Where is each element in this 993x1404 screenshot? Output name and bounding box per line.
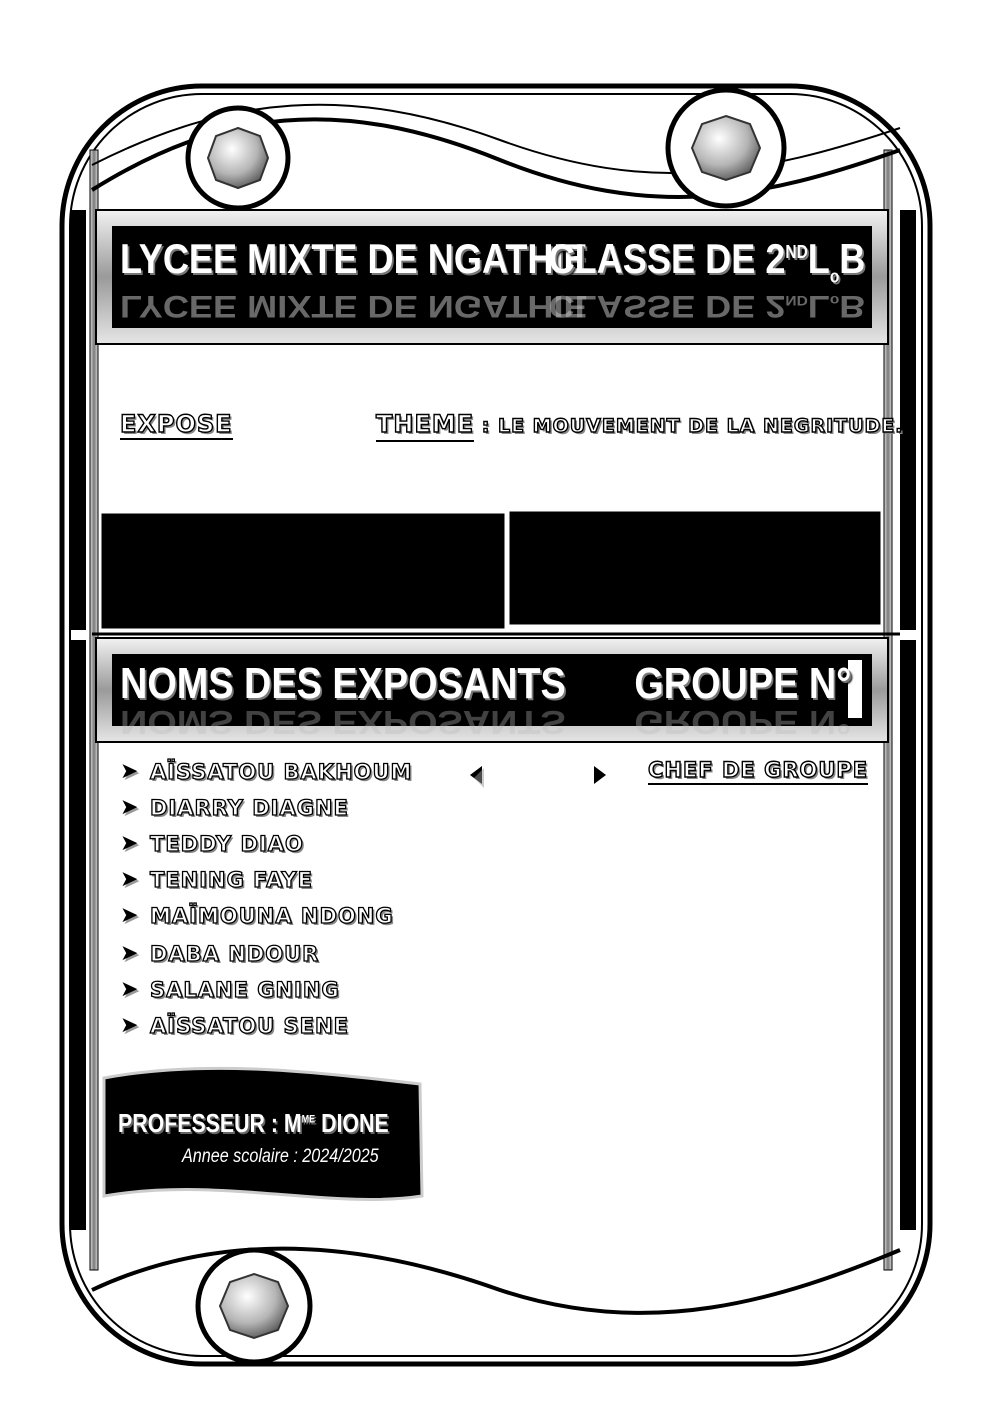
arrow-right-icon: ➤ (120, 1013, 139, 1038)
triangle-right-icon (594, 766, 606, 784)
names-title: NOMS DES EXPOSANTS (120, 659, 566, 708)
member-name: MAÏMOUNA NDONG (150, 904, 394, 928)
arrow-right-icon: ➤ (120, 903, 139, 928)
class-suffix-reflection: L (807, 289, 830, 325)
class-label (548, 235, 865, 287)
theme-label: THEME (376, 410, 474, 442)
class-text-reflection: CLASSE DE 2 (548, 289, 786, 325)
class-suffix: L (807, 235, 830, 282)
names-title-reflection: NOMS DES EXPOSANTS (120, 703, 566, 741)
list-item (120, 902, 394, 930)
class-sub: o (829, 266, 839, 287)
professor-prefix: PROFESSEUR : M (118, 1108, 302, 1138)
bolt-icon (668, 90, 784, 206)
list-item (120, 866, 313, 894)
professor-sup: ME (301, 1113, 316, 1126)
member-name: AÏSSATOU BAKHOUM (150, 760, 413, 784)
expose-label: EXPOSE (120, 410, 233, 438)
theme-line (376, 412, 904, 436)
class-end: B (838, 235, 865, 282)
arrow-right-icon: ➤ (120, 867, 139, 892)
group-title: GROUPE N° (634, 659, 851, 708)
member-name: AÏSSATOU SENE (150, 1014, 349, 1038)
list-item (120, 976, 340, 1004)
class-end-reflection: B (838, 289, 865, 325)
arrow-right-icon: ➤ (120, 795, 139, 820)
class-text: CLASSE DE 2 (548, 235, 786, 282)
class-sub-reflection: o (829, 292, 839, 308)
arrow-right-icon: ➤ (120, 831, 139, 856)
school-name: LYCEE MIXTE DE NGATHIE (120, 235, 588, 282)
bolt-icon (188, 108, 288, 208)
member-name: SALANE GNING (150, 978, 340, 1002)
arrow-right-icon: ➤ (120, 941, 139, 966)
theme-text: : LE MOUVEMENT DE LA NEGRITUDE. (474, 415, 904, 437)
class-label-reflection (548, 291, 865, 323)
professor-name: DIONE (315, 1108, 389, 1138)
list-item (120, 1012, 349, 1040)
bolt-icon (198, 1250, 310, 1362)
group-title-reflection: GROUPE N° (634, 703, 851, 741)
display-panel-left (100, 512, 506, 630)
member-name: TEDDY DIAO (150, 832, 304, 856)
list-item (120, 794, 349, 822)
member-name: DIARRY DIAGNE (150, 796, 349, 820)
display-panel-right (508, 510, 882, 626)
class-sup-reflection: ND (785, 292, 808, 308)
chef-de-groupe-label: CHEF DE GROUPE (648, 760, 868, 785)
arrow-right-icon: ➤ (120, 977, 139, 1002)
member-name: DABA NDOUR (150, 942, 320, 966)
list-item (120, 830, 304, 858)
list-item (120, 758, 412, 786)
member-name: TENING FAYE (150, 868, 313, 892)
school-year: Annee scolaire : 2024/2025 (182, 1146, 379, 1167)
arrow-right-icon: ➤ (120, 759, 139, 784)
professor-line (118, 1108, 389, 1139)
triangle-left-icon (470, 766, 484, 788)
school-name-reflection: LYCEE MIXTE DE NGATHIE (120, 289, 588, 325)
list-item (120, 940, 319, 968)
class-sup: ND (785, 242, 808, 262)
